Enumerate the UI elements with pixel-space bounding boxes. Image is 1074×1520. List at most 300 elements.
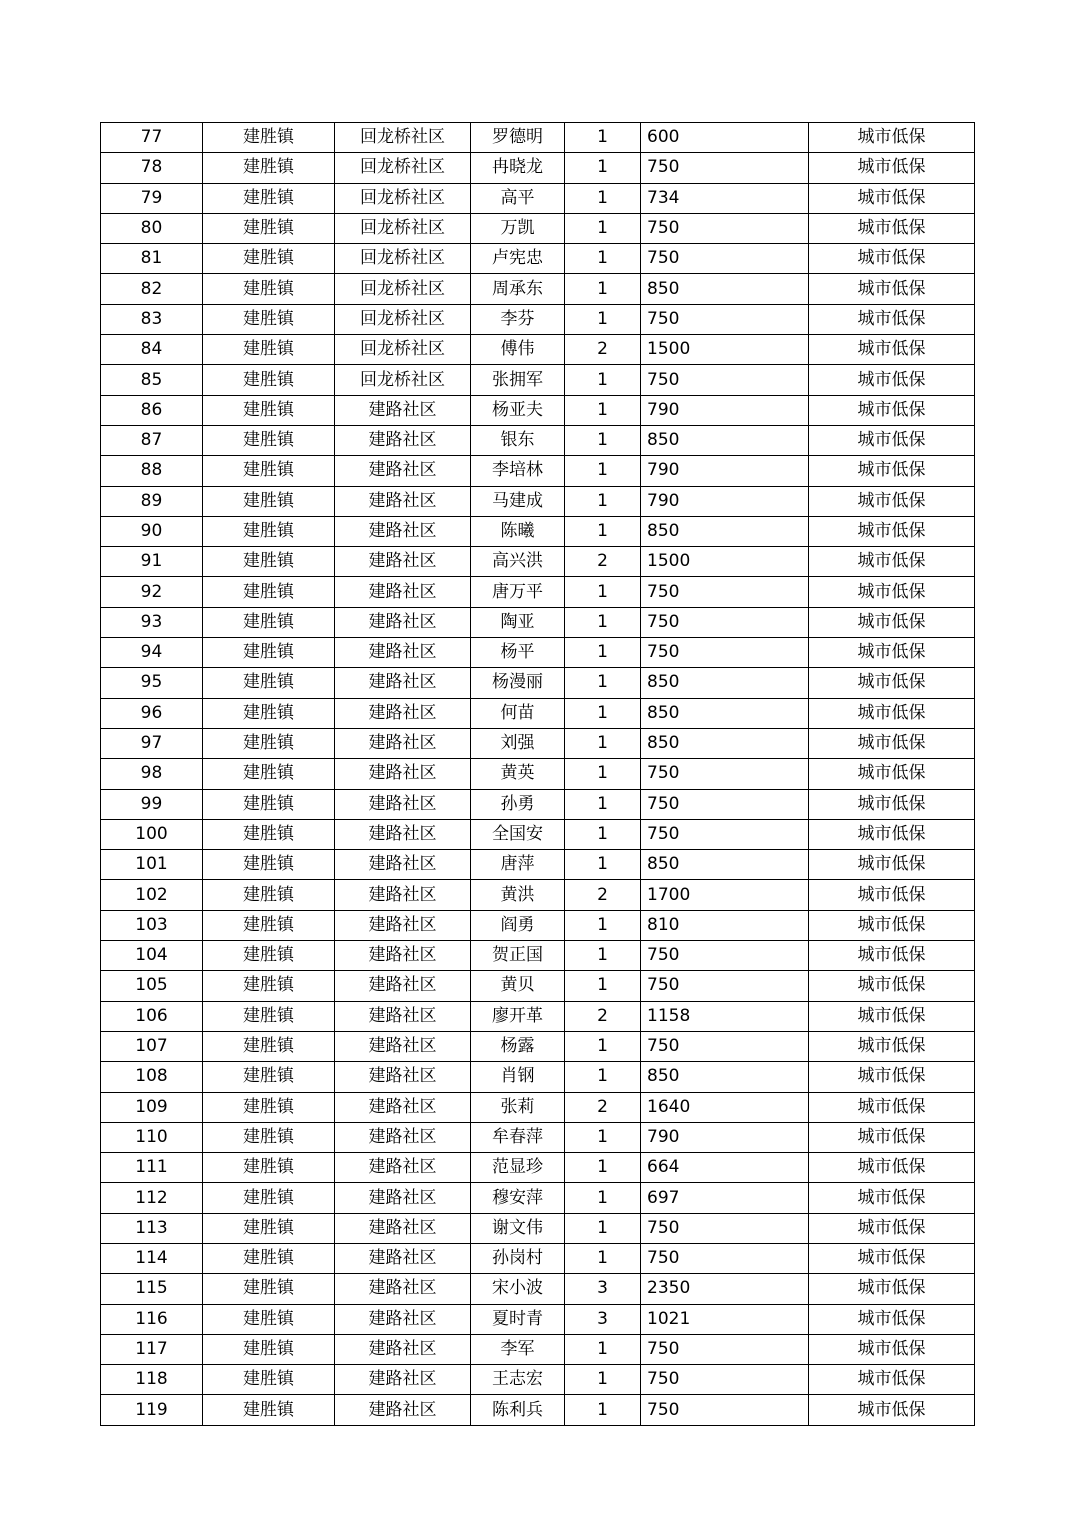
table-row [101, 274, 975, 304]
cell-amount: 1640 [641, 1092, 809, 1122]
table-row [101, 819, 975, 849]
cell-type: 城市低保 [809, 335, 975, 365]
cell-town: 建胜镇 [203, 1062, 335, 1092]
cell-type: 城市低保 [809, 1092, 975, 1122]
cell-community: 建路社区 [335, 1213, 471, 1243]
cell-amount: 850 [641, 850, 809, 880]
cell-name: 周承东 [471, 274, 565, 304]
cell-community: 建路社区 [335, 1092, 471, 1122]
cell-name: 宋小波 [471, 1274, 565, 1304]
cell-count: 1 [565, 486, 641, 516]
cell-community: 建路社区 [335, 425, 471, 455]
cell-index: 99 [101, 789, 203, 819]
cell-name: 万凯 [471, 213, 565, 243]
table-row [101, 880, 975, 910]
cell-index: 89 [101, 486, 203, 516]
cell-town: 建胜镇 [203, 880, 335, 910]
cell-amount: 750 [641, 577, 809, 607]
cell-community: 回龙桥社区 [335, 274, 471, 304]
cell-amount: 790 [641, 395, 809, 425]
cell-type: 城市低保 [809, 304, 975, 334]
cell-town: 建胜镇 [203, 304, 335, 334]
cell-name: 冉晓龙 [471, 153, 565, 183]
cell-town: 建胜镇 [203, 698, 335, 728]
cell-amount: 664 [641, 1153, 809, 1183]
cell-amount: 750 [641, 244, 809, 274]
table-row [101, 1092, 975, 1122]
cell-name: 马建成 [471, 486, 565, 516]
cell-town: 建胜镇 [203, 335, 335, 365]
table-row [101, 1304, 975, 1334]
cell-town: 建胜镇 [203, 1001, 335, 1031]
cell-name: 夏时青 [471, 1304, 565, 1334]
cell-type: 城市低保 [809, 728, 975, 758]
cell-count: 1 [565, 759, 641, 789]
cell-count: 1 [565, 123, 641, 153]
cell-community: 回龙桥社区 [335, 304, 471, 334]
cell-community: 建路社区 [335, 547, 471, 577]
cell-town: 建胜镇 [203, 971, 335, 1001]
cell-name: 肖钢 [471, 1062, 565, 1092]
cell-type: 城市低保 [809, 1062, 975, 1092]
cell-name: 银东 [471, 425, 565, 455]
cell-town: 建胜镇 [203, 425, 335, 455]
cell-name: 杨漫丽 [471, 668, 565, 698]
cell-name: 牟春萍 [471, 1122, 565, 1152]
table-row [101, 213, 975, 243]
cell-amount: 750 [641, 941, 809, 971]
cell-name: 李芬 [471, 304, 565, 334]
cell-name: 黄洪 [471, 880, 565, 910]
cell-type: 城市低保 [809, 880, 975, 910]
cell-count: 3 [565, 1304, 641, 1334]
cell-index: 119 [101, 1395, 203, 1425]
cell-index: 88 [101, 456, 203, 486]
cell-community: 建路社区 [335, 668, 471, 698]
cell-type: 城市低保 [809, 1001, 975, 1031]
cell-index: 80 [101, 213, 203, 243]
cell-community: 建路社区 [335, 880, 471, 910]
cell-type: 城市低保 [809, 244, 975, 274]
cell-community: 建路社区 [335, 1395, 471, 1425]
cell-count: 1 [565, 213, 641, 243]
cell-name: 黄贝 [471, 971, 565, 1001]
table-row [101, 971, 975, 1001]
table-row [101, 1062, 975, 1092]
cell-count: 1 [565, 1062, 641, 1092]
table-row [101, 1274, 975, 1304]
cell-amount: 750 [641, 1395, 809, 1425]
cell-type: 城市低保 [809, 365, 975, 395]
cell-amount: 600 [641, 123, 809, 153]
cell-index: 94 [101, 638, 203, 668]
cell-count: 1 [565, 728, 641, 758]
cell-town: 建胜镇 [203, 1031, 335, 1061]
cell-amount: 750 [641, 971, 809, 1001]
cell-community: 建路社区 [335, 1062, 471, 1092]
cell-count: 1 [565, 850, 641, 880]
table-body [101, 123, 975, 1426]
cell-index: 117 [101, 1334, 203, 1364]
cell-community: 建路社区 [335, 1365, 471, 1395]
cell-town: 建胜镇 [203, 213, 335, 243]
cell-name: 李培林 [471, 456, 565, 486]
cell-name: 高平 [471, 183, 565, 213]
cell-type: 城市低保 [809, 183, 975, 213]
cell-amount: 750 [641, 1243, 809, 1273]
table-row [101, 1031, 975, 1061]
cell-type: 城市低保 [809, 607, 975, 637]
cell-count: 1 [565, 1122, 641, 1152]
cell-town: 建胜镇 [203, 819, 335, 849]
cell-type: 城市低保 [809, 819, 975, 849]
cell-town: 建胜镇 [203, 153, 335, 183]
cell-town: 建胜镇 [203, 183, 335, 213]
cell-index: 101 [101, 850, 203, 880]
cell-community: 建路社区 [335, 456, 471, 486]
cell-town: 建胜镇 [203, 1274, 335, 1304]
cell-amount: 1500 [641, 547, 809, 577]
cell-amount: 750 [641, 607, 809, 637]
cell-town: 建胜镇 [203, 1334, 335, 1364]
cell-community: 建路社区 [335, 759, 471, 789]
cell-town: 建胜镇 [203, 244, 335, 274]
cell-index: 103 [101, 910, 203, 940]
cell-community: 回龙桥社区 [335, 153, 471, 183]
cell-name: 黄英 [471, 759, 565, 789]
cell-type: 城市低保 [809, 456, 975, 486]
cell-count: 1 [565, 274, 641, 304]
cell-count: 2 [565, 1001, 641, 1031]
cell-name: 杨平 [471, 638, 565, 668]
cell-name: 全国安 [471, 819, 565, 849]
cell-town: 建胜镇 [203, 365, 335, 395]
cell-index: 106 [101, 1001, 203, 1031]
cell-amount: 850 [641, 728, 809, 758]
cell-community: 回龙桥社区 [335, 244, 471, 274]
cell-index: 86 [101, 395, 203, 425]
cell-type: 城市低保 [809, 698, 975, 728]
cell-amount: 750 [641, 1031, 809, 1061]
cell-community: 建路社区 [335, 638, 471, 668]
cell-name: 唐万平 [471, 577, 565, 607]
cell-index: 78 [101, 153, 203, 183]
cell-town: 建胜镇 [203, 789, 335, 819]
cell-amount: 750 [641, 213, 809, 243]
cell-amount: 750 [641, 789, 809, 819]
cell-index: 97 [101, 728, 203, 758]
cell-count: 2 [565, 880, 641, 910]
cell-index: 87 [101, 425, 203, 455]
cell-type: 城市低保 [809, 941, 975, 971]
cell-town: 建胜镇 [203, 486, 335, 516]
table-row [101, 244, 975, 274]
table-row [101, 304, 975, 334]
cell-index: 93 [101, 607, 203, 637]
cell-index: 96 [101, 698, 203, 728]
cell-community: 建路社区 [335, 971, 471, 1001]
cell-index: 77 [101, 123, 203, 153]
cell-amount: 734 [641, 183, 809, 213]
cell-index: 95 [101, 668, 203, 698]
cell-index: 112 [101, 1183, 203, 1213]
cell-index: 104 [101, 941, 203, 971]
table-row [101, 850, 975, 880]
cell-count: 1 [565, 1153, 641, 1183]
cell-town: 建胜镇 [203, 941, 335, 971]
cell-community: 建路社区 [335, 819, 471, 849]
cell-community: 建路社区 [335, 1031, 471, 1061]
cell-amount: 750 [641, 153, 809, 183]
cell-name: 陈利兵 [471, 1395, 565, 1425]
cell-name: 廖开革 [471, 1001, 565, 1031]
cell-community: 回龙桥社区 [335, 183, 471, 213]
cell-count: 1 [565, 425, 641, 455]
table-row [101, 577, 975, 607]
cell-index: 92 [101, 577, 203, 607]
cell-type: 城市低保 [809, 1031, 975, 1061]
table-row [101, 123, 975, 153]
cell-community: 建路社区 [335, 728, 471, 758]
cell-amount: 750 [641, 1365, 809, 1395]
cell-town: 建胜镇 [203, 123, 335, 153]
cell-type: 城市低保 [809, 1153, 975, 1183]
cell-index: 105 [101, 971, 203, 1001]
table-row [101, 335, 975, 365]
cell-community: 建路社区 [335, 1304, 471, 1334]
cell-count: 1 [565, 304, 641, 334]
cell-count: 1 [565, 365, 641, 395]
cell-count: 1 [565, 698, 641, 728]
table-row [101, 395, 975, 425]
cell-amount: 750 [641, 638, 809, 668]
cell-name: 张拥军 [471, 365, 565, 395]
cell-amount: 790 [641, 456, 809, 486]
cell-community: 建路社区 [335, 516, 471, 546]
cell-count: 1 [565, 971, 641, 1001]
cell-community: 建路社区 [335, 577, 471, 607]
cell-name: 高兴洪 [471, 547, 565, 577]
cell-type: 城市低保 [809, 486, 975, 516]
cell-index: 100 [101, 819, 203, 849]
table-row [101, 668, 975, 698]
table-row [101, 516, 975, 546]
table-row [101, 1001, 975, 1031]
cell-type: 城市低保 [809, 395, 975, 425]
cell-count: 1 [565, 638, 641, 668]
cell-amount: 850 [641, 274, 809, 304]
cell-index: 115 [101, 1274, 203, 1304]
cell-index: 111 [101, 1153, 203, 1183]
cell-town: 建胜镇 [203, 910, 335, 940]
cell-count: 1 [565, 607, 641, 637]
cell-community: 建路社区 [335, 486, 471, 516]
cell-town: 建胜镇 [203, 1304, 335, 1334]
table-row [101, 759, 975, 789]
cell-count: 2 [565, 547, 641, 577]
cell-town: 建胜镇 [203, 1153, 335, 1183]
cell-name: 卢宪忠 [471, 244, 565, 274]
table-row [101, 456, 975, 486]
cell-amount: 850 [641, 516, 809, 546]
cell-name: 张莉 [471, 1092, 565, 1122]
cell-count: 1 [565, 1183, 641, 1213]
cell-amount: 2350 [641, 1274, 809, 1304]
cell-town: 建胜镇 [203, 395, 335, 425]
cell-type: 城市低保 [809, 516, 975, 546]
cell-amount: 790 [641, 1122, 809, 1152]
cell-name: 唐萍 [471, 850, 565, 880]
cell-name: 李军 [471, 1334, 565, 1364]
cell-count: 1 [565, 789, 641, 819]
table-row [101, 1243, 975, 1273]
cell-name: 阎勇 [471, 910, 565, 940]
table-row [101, 1334, 975, 1364]
cell-community: 建路社区 [335, 607, 471, 637]
table-row [101, 183, 975, 213]
cell-town: 建胜镇 [203, 728, 335, 758]
cell-town: 建胜镇 [203, 759, 335, 789]
cell-name: 刘强 [471, 728, 565, 758]
table-row [101, 1153, 975, 1183]
cell-amount: 790 [641, 486, 809, 516]
cell-count: 1 [565, 910, 641, 940]
cell-count: 1 [565, 244, 641, 274]
cell-community: 回龙桥社区 [335, 123, 471, 153]
cell-amount: 1500 [641, 335, 809, 365]
cell-name: 孙岗村 [471, 1243, 565, 1273]
table-row [101, 789, 975, 819]
cell-name: 陶亚 [471, 607, 565, 637]
cell-amount: 697 [641, 1183, 809, 1213]
cell-town: 建胜镇 [203, 1243, 335, 1273]
subsidy-recipients-table [100, 122, 975, 1426]
cell-name: 范显珍 [471, 1153, 565, 1183]
cell-count: 1 [565, 941, 641, 971]
cell-type: 城市低保 [809, 1183, 975, 1213]
cell-amount: 850 [641, 425, 809, 455]
cell-amount: 750 [641, 759, 809, 789]
cell-type: 城市低保 [809, 1365, 975, 1395]
cell-town: 建胜镇 [203, 274, 335, 304]
cell-community: 建路社区 [335, 1274, 471, 1304]
cell-index: 113 [101, 1213, 203, 1243]
cell-community: 建路社区 [335, 1153, 471, 1183]
cell-count: 1 [565, 1243, 641, 1273]
cell-community: 回龙桥社区 [335, 335, 471, 365]
cell-town: 建胜镇 [203, 547, 335, 577]
table-row [101, 153, 975, 183]
cell-community: 回龙桥社区 [335, 365, 471, 395]
cell-amount: 750 [641, 819, 809, 849]
cell-town: 建胜镇 [203, 1395, 335, 1425]
table-row [101, 941, 975, 971]
cell-count: 1 [565, 1031, 641, 1061]
cell-town: 建胜镇 [203, 638, 335, 668]
table-row [101, 1365, 975, 1395]
cell-index: 102 [101, 880, 203, 910]
cell-community: 建路社区 [335, 910, 471, 940]
table-row [101, 1395, 975, 1425]
cell-index: 107 [101, 1031, 203, 1061]
cell-type: 城市低保 [809, 123, 975, 153]
cell-community: 建路社区 [335, 1001, 471, 1031]
cell-community: 建路社区 [335, 395, 471, 425]
cell-name: 孙勇 [471, 789, 565, 819]
table-row [101, 607, 975, 637]
cell-town: 建胜镇 [203, 607, 335, 637]
cell-type: 城市低保 [809, 577, 975, 607]
cell-type: 城市低保 [809, 1213, 975, 1243]
cell-community: 建路社区 [335, 789, 471, 819]
cell-count: 1 [565, 516, 641, 546]
table-row [101, 698, 975, 728]
cell-count: 1 [565, 1213, 641, 1243]
cell-index: 118 [101, 1365, 203, 1395]
cell-type: 城市低保 [809, 1122, 975, 1152]
cell-amount: 1158 [641, 1001, 809, 1031]
cell-town: 建胜镇 [203, 516, 335, 546]
cell-index: 110 [101, 1122, 203, 1152]
cell-index: 116 [101, 1304, 203, 1334]
cell-count: 1 [565, 1334, 641, 1364]
cell-count: 1 [565, 1365, 641, 1395]
cell-amount: 750 [641, 365, 809, 395]
cell-type: 城市低保 [809, 759, 975, 789]
cell-index: 114 [101, 1243, 203, 1273]
cell-amount: 1700 [641, 880, 809, 910]
table-row [101, 638, 975, 668]
cell-town: 建胜镇 [203, 577, 335, 607]
cell-town: 建胜镇 [203, 850, 335, 880]
table-row [101, 486, 975, 516]
cell-type: 城市低保 [809, 1395, 975, 1425]
cell-type: 城市低保 [809, 971, 975, 1001]
cell-amount: 850 [641, 698, 809, 728]
cell-town: 建胜镇 [203, 1092, 335, 1122]
table-row [101, 910, 975, 940]
cell-community: 建路社区 [335, 1122, 471, 1152]
table-row [101, 547, 975, 577]
cell-type: 城市低保 [809, 274, 975, 304]
cell-community: 建路社区 [335, 1243, 471, 1273]
cell-count: 2 [565, 335, 641, 365]
cell-count: 1 [565, 183, 641, 213]
cell-name: 罗德明 [471, 123, 565, 153]
cell-name: 谢文伟 [471, 1213, 565, 1243]
cell-community: 回龙桥社区 [335, 213, 471, 243]
cell-index: 109 [101, 1092, 203, 1122]
table-row [101, 728, 975, 758]
cell-name: 傅伟 [471, 335, 565, 365]
cell-name: 杨亚夫 [471, 395, 565, 425]
cell-amount: 750 [641, 304, 809, 334]
cell-type: 城市低保 [809, 910, 975, 940]
cell-community: 建路社区 [335, 1334, 471, 1364]
cell-type: 城市低保 [809, 153, 975, 183]
cell-name: 穆安萍 [471, 1183, 565, 1213]
cell-type: 城市低保 [809, 547, 975, 577]
table-row [101, 1122, 975, 1152]
cell-count: 1 [565, 668, 641, 698]
table-row [101, 425, 975, 455]
cell-name: 陈曦 [471, 516, 565, 546]
cell-index: 90 [101, 516, 203, 546]
cell-index: 82 [101, 274, 203, 304]
cell-count: 2 [565, 1092, 641, 1122]
cell-community: 建路社区 [335, 698, 471, 728]
cell-town: 建胜镇 [203, 668, 335, 698]
